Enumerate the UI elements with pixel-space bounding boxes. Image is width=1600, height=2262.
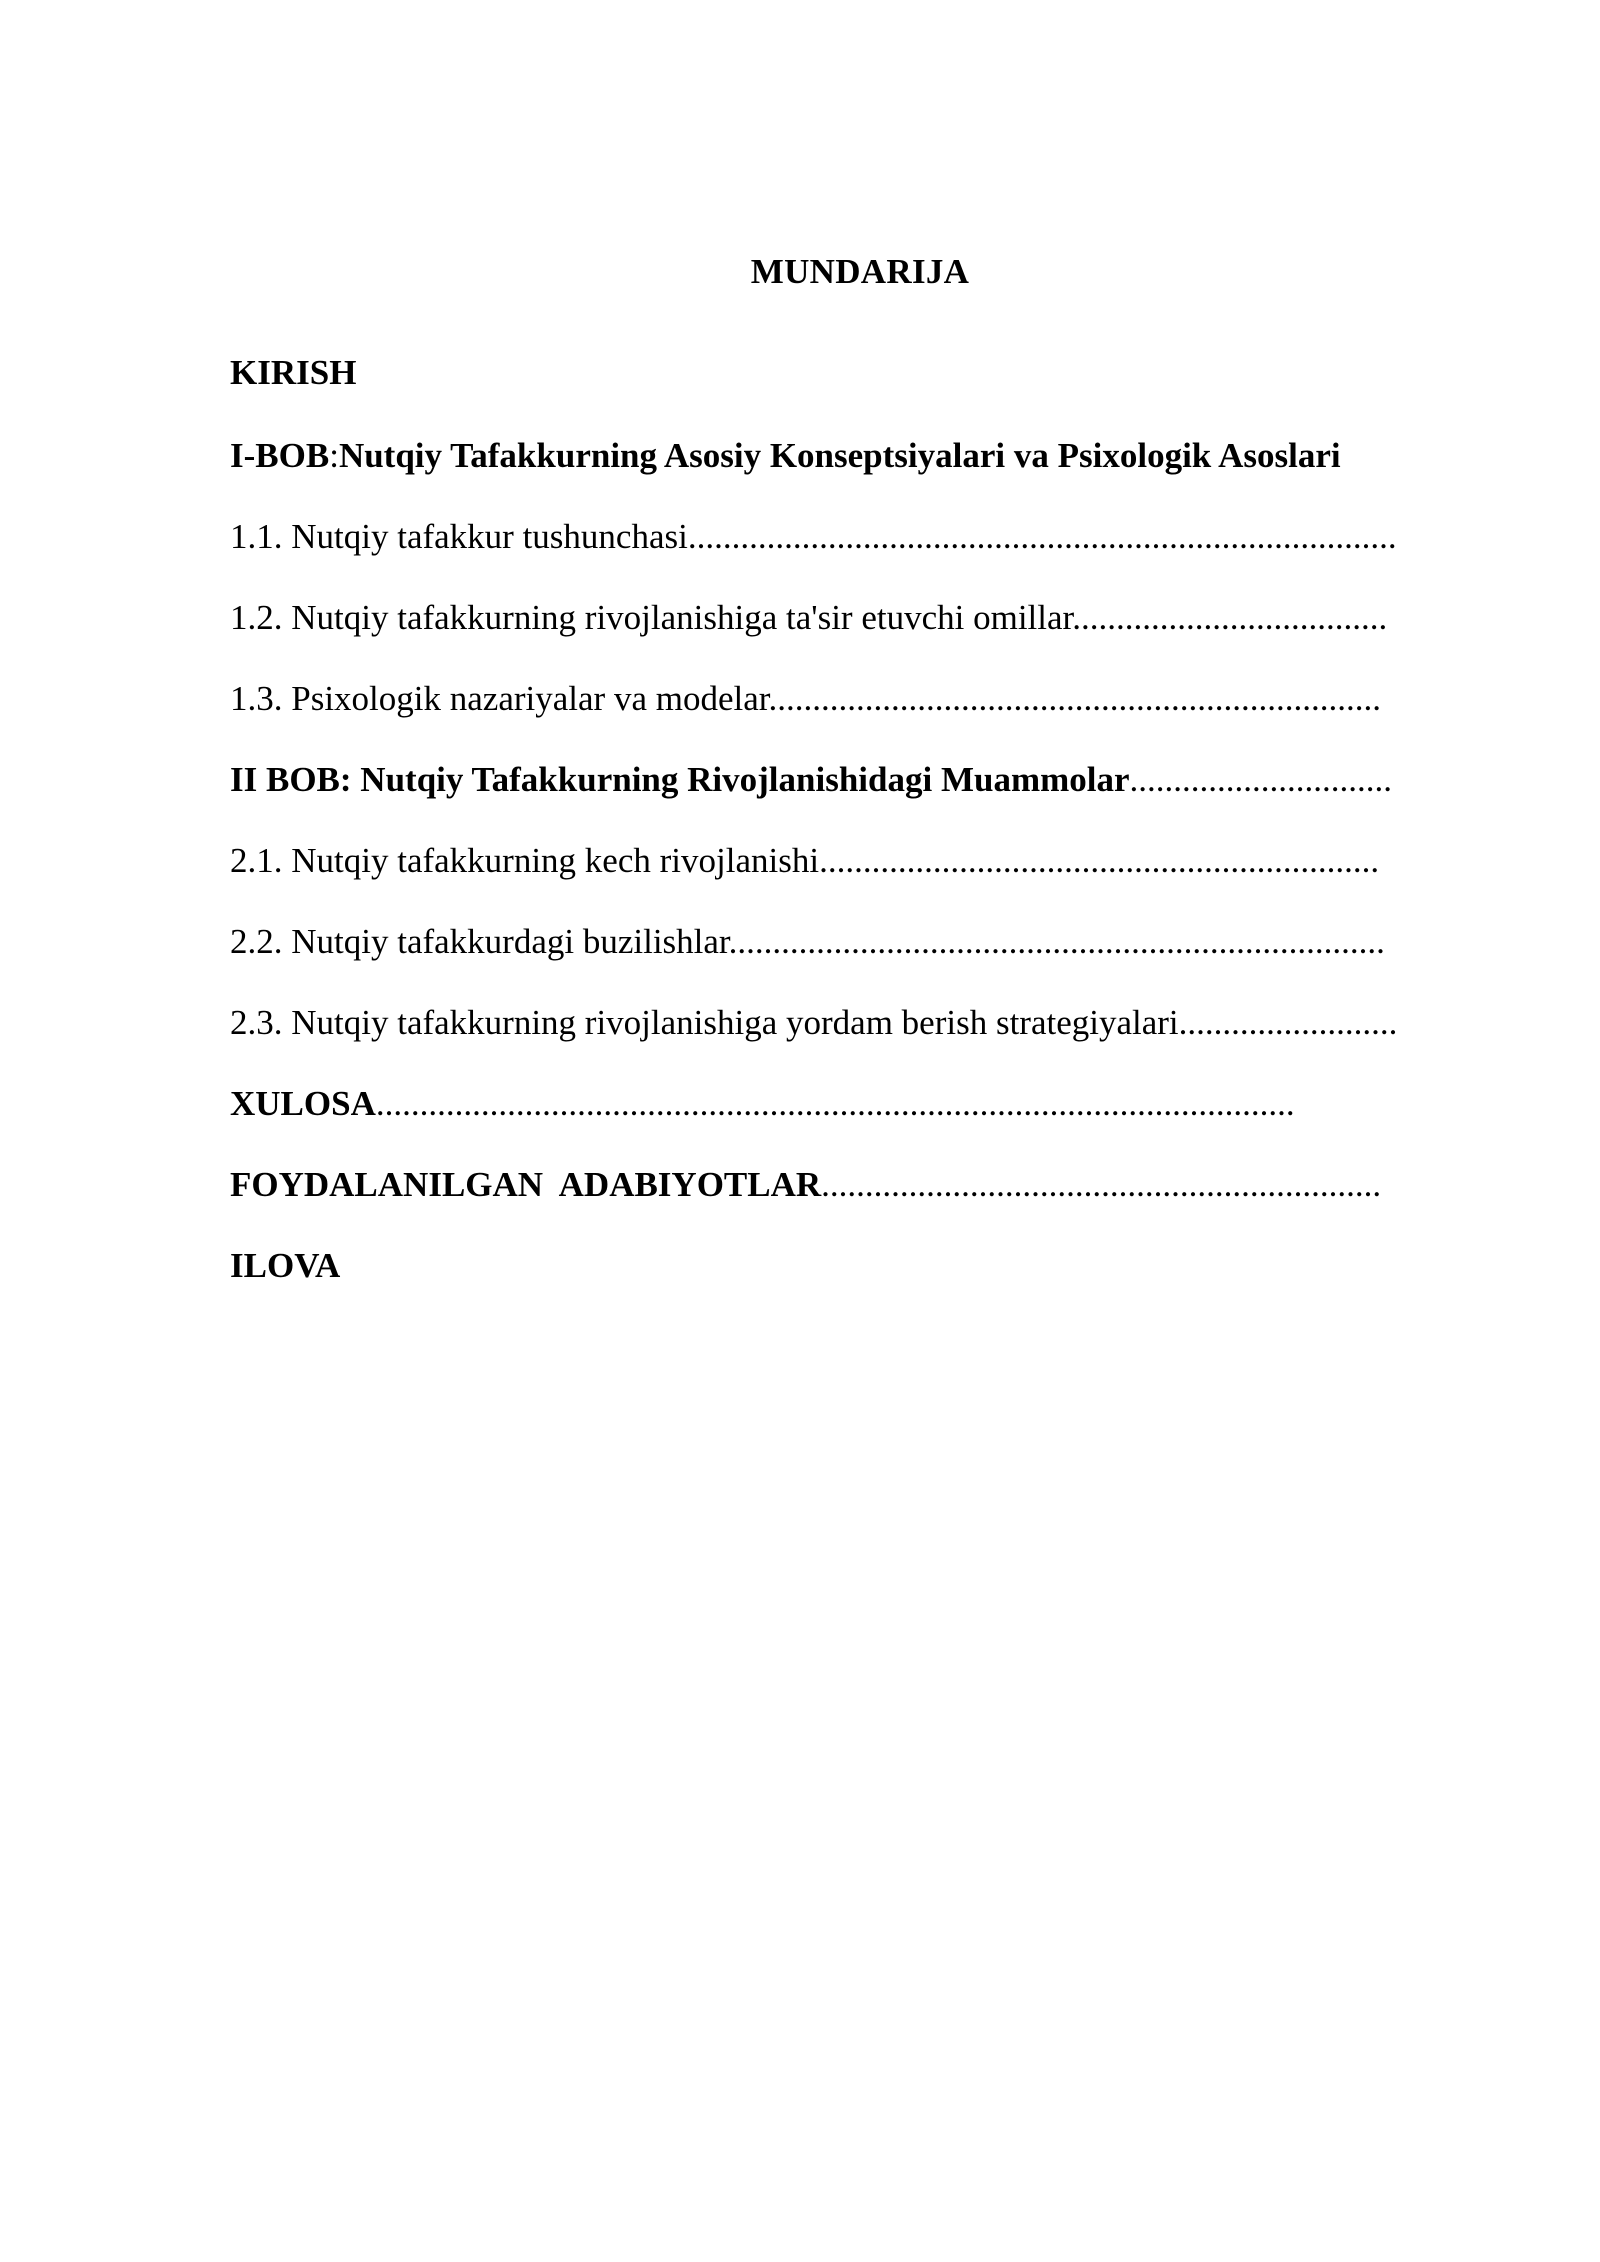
toc-entry-references bbox=[230, 1165, 1490, 1205]
chapter-title: Nutqiy Tafakkurning Asosiy Konseptsiyalari va Psixologik Asoslari bbox=[338, 436, 1341, 475]
toc-entry-chapter-2 bbox=[230, 760, 1490, 800]
toc-entry-kirish bbox=[230, 353, 1490, 393]
toc-heading: XULOSA bbox=[230, 1084, 376, 1123]
toc-heading: FOYDALANILGAN ADABIYOTLAR bbox=[230, 1165, 822, 1204]
toc-entry-text: 1.3. Psixologik nazariyalar va modelar bbox=[230, 679, 769, 718]
toc-entry-ilova bbox=[230, 1246, 1490, 1286]
toc-entry-text: 2.2. Nutqiy tafakkurdagi buzilishlar bbox=[230, 922, 729, 961]
toc-heading: KIRISH bbox=[230, 353, 357, 392]
toc-entry-text: 2.3. Nutqiy tafakkurning rivojlanishiga yordam berish strategiyalari bbox=[230, 1003, 1179, 1042]
toc-entry-1-1 bbox=[230, 517, 1490, 557]
toc-entry-1-2 bbox=[230, 598, 1490, 638]
toc-entry-text: 1.2. Nutqiy tafakkurning rivojlanishiga ta'sir etuvchi omillar bbox=[230, 598, 1073, 637]
toc-leader-dots: .............................. bbox=[1129, 760, 1393, 799]
chapter-title: II BOB: Nutqiy Tafakkurning Rivojlanishidagi Muammolar bbox=[230, 760, 1130, 799]
toc-leader-dots: ................................................................................. bbox=[687, 517, 1397, 556]
toc-heading: ILOVA bbox=[230, 1246, 341, 1285]
toc-entry-xulosa bbox=[230, 1084, 1490, 1124]
chapter-separator: : bbox=[329, 436, 339, 475]
toc-leader-dots: ......................... bbox=[1178, 1003, 1398, 1042]
toc-leader-dots: ................................................................ bbox=[819, 841, 1380, 880]
toc-entry-text: 2.1. Nutqiy tafakkurning kech rivojlanishi bbox=[230, 841, 820, 880]
toc-leader-dots: ........................................................................... bbox=[728, 922, 1385, 961]
toc-leader-dots: ......................................................................................................... bbox=[375, 1084, 1295, 1123]
toc-entry-2-1 bbox=[230, 841, 1490, 881]
toc-leader-dots: .................................... bbox=[1072, 598, 1388, 637]
chapter-label: I-BOB bbox=[230, 436, 330, 475]
toc-entry-text: 1.1. Nutqiy tafakkur tushunchasi bbox=[230, 517, 688, 556]
toc-leader-dots: ...................................................................... bbox=[768, 679, 1381, 718]
toc-leader-dots: ................................................................ bbox=[821, 1165, 1382, 1204]
toc-entry-chapter-1 bbox=[230, 436, 1490, 476]
toc-entry-1-3 bbox=[230, 679, 1490, 719]
toc-entry-2-2 bbox=[230, 922, 1490, 962]
toc-entry-2-3 bbox=[230, 1003, 1490, 1043]
page-title: MUNDARIJA bbox=[750, 252, 970, 291]
